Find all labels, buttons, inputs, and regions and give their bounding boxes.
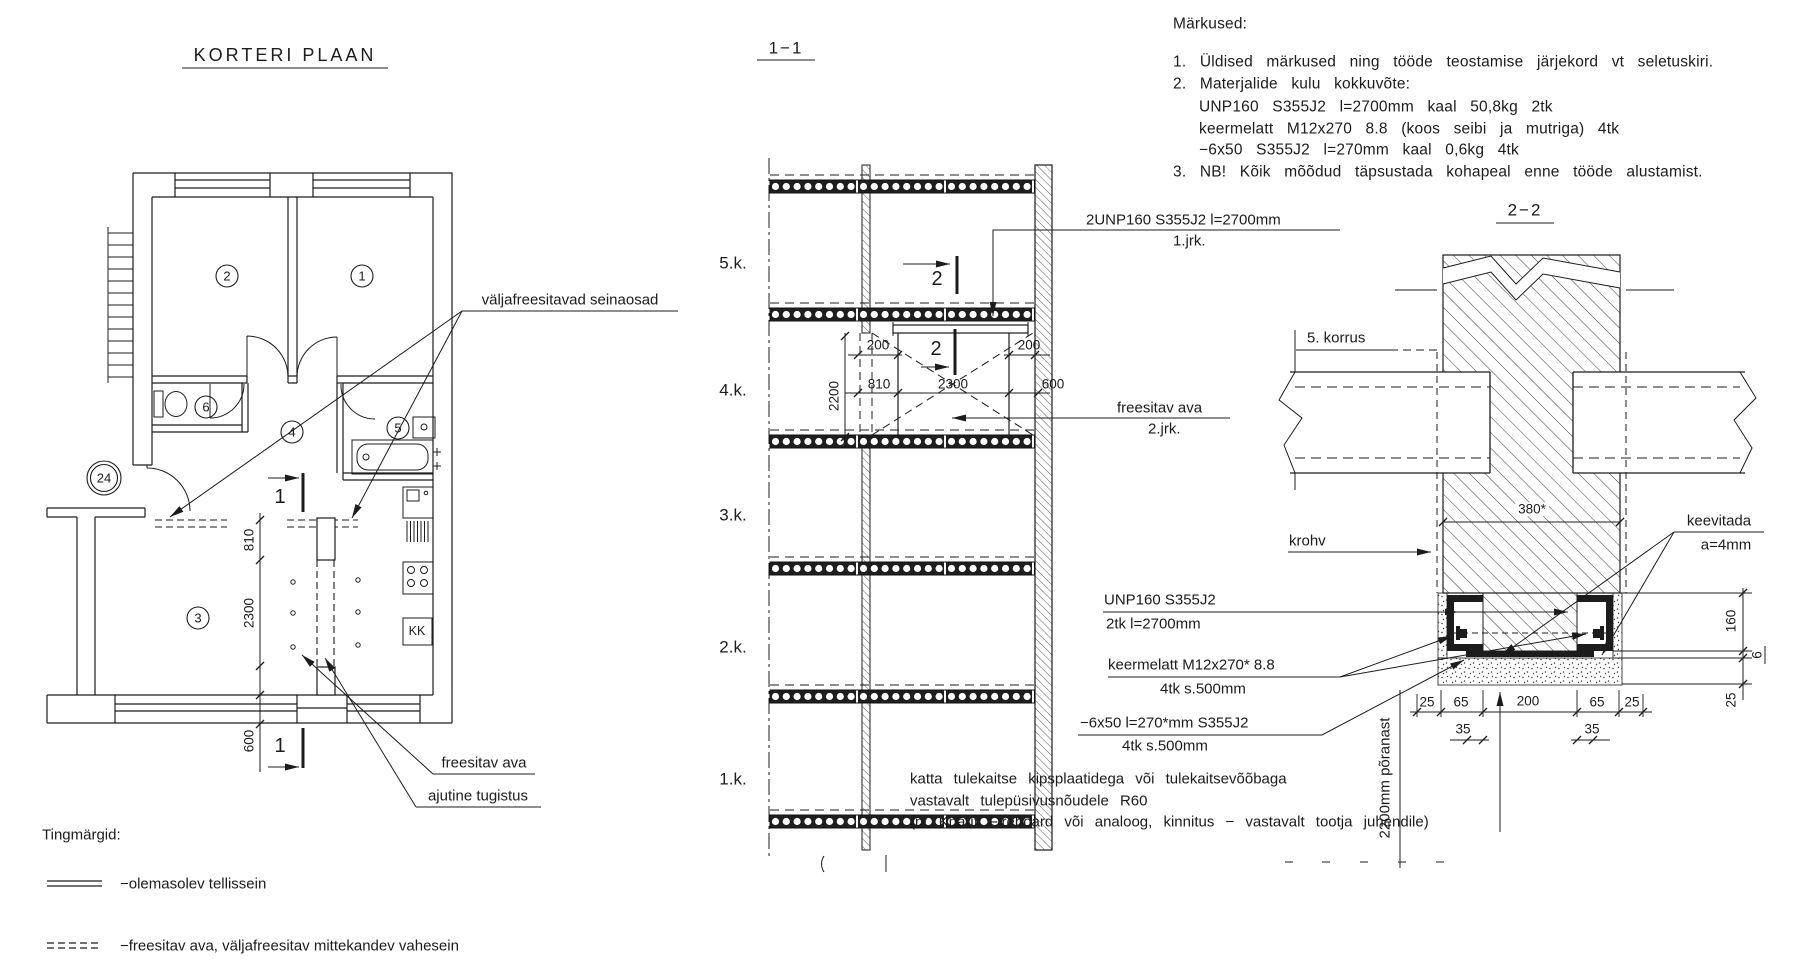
room-number-6: 6 bbox=[202, 399, 210, 415]
plan-linework bbox=[47, 68, 678, 948]
detail-dim-6: 6 bbox=[1749, 651, 1765, 659]
rod-callout-1: keermelatt M12x270* 8.8 bbox=[1108, 656, 1275, 674]
kitchen-unit-label: KK bbox=[408, 623, 426, 638]
detail-dim-65-right: 65 bbox=[1589, 694, 1605, 710]
section-cut-mark-2-top: 2 bbox=[931, 268, 943, 290]
fire-protection-note-3: (nt Knauf Fireboard või analoog, kinnitus − vastavalt tootja juhendile) bbox=[910, 813, 1429, 831]
section-dim-2200: 2200 bbox=[826, 380, 842, 412]
room-number-5: 5 bbox=[394, 420, 402, 436]
plan-dim-2300: 2300 bbox=[241, 597, 257, 629]
weld-label-1: keevitada bbox=[1686, 512, 1752, 530]
level-label: 5. korrus bbox=[1307, 329, 1366, 347]
unp-callout-2: 2tk l=2700mm bbox=[1106, 615, 1201, 633]
detail-dim-35-left: 35 bbox=[1455, 721, 1471, 737]
unp-callout-1: UNP160 S355J2 bbox=[1104, 591, 1216, 609]
section-dim-200-left: 200 bbox=[866, 337, 890, 353]
label-milled-wall-parts: väljafreesitavad seinaosad bbox=[481, 291, 659, 309]
floor-label-4k: 4.k. bbox=[719, 380, 747, 400]
notes-title: Märkused: bbox=[1173, 15, 1248, 33]
detail-dim-35-right: 35 bbox=[1584, 721, 1600, 737]
room-number-3: 3 bbox=[194, 610, 202, 626]
detail-dim-25-right: 25 bbox=[1624, 694, 1640, 710]
plan-dim-810: 810 bbox=[241, 528, 257, 552]
section-dim-2300: 2300 bbox=[937, 376, 969, 392]
detail-dim-65-left: 65 bbox=[1453, 694, 1469, 710]
note-2: 2. Materjalide kulu kokkuvõte: bbox=[1173, 75, 1411, 93]
apartment-number: 24 bbox=[96, 470, 112, 486]
opening-callout: freesitav ava bbox=[1117, 399, 1203, 417]
section-dim-600: 600 bbox=[1041, 376, 1065, 392]
legend-title: Tingmärgid: bbox=[42, 826, 121, 844]
floor-label-5k: 5.k. bbox=[719, 253, 747, 273]
section-cut-mark-2-bottom: 2 bbox=[930, 338, 942, 360]
section-title: 1−1 bbox=[768, 38, 804, 58]
detail-dim-200: 200 bbox=[1516, 693, 1540, 709]
detail-dim-380: 380* bbox=[1515, 502, 1549, 516]
room-number-4: 4 bbox=[288, 424, 296, 440]
note-2c: −6x50 S355J2 l=270mm kaal 0,6kg 4tk bbox=[1199, 141, 1519, 159]
floor-label-3k: 3.k. bbox=[719, 505, 747, 525]
section-dim-810: 810 bbox=[867, 376, 891, 392]
detail-dim-160: 160 bbox=[1723, 609, 1739, 633]
plate-callout-1: −6x50 l=270*mm S355J2 bbox=[1080, 714, 1249, 732]
detail-title: 2−2 bbox=[1507, 200, 1543, 220]
weld-label-2: a=4mm bbox=[1700, 536, 1752, 554]
beam-stage: 1.jrk. bbox=[1173, 232, 1206, 250]
plan-title: KORTERI PLAAN bbox=[193, 45, 377, 65]
room-number-1: 1 bbox=[358, 268, 366, 284]
floor-label-1k: 1.k. bbox=[719, 769, 747, 789]
detail-dim-25-left: 25 bbox=[1419, 694, 1435, 710]
note-2b: keermelatt M12x270 8.8 (koos seibi ja mutriga) 4tk bbox=[1199, 120, 1620, 138]
plan-cut-mark-1-top: 1 bbox=[274, 486, 286, 508]
height-from-floor-label: 2200mm põranast bbox=[1376, 717, 1394, 839]
room-number-2: 2 bbox=[223, 268, 231, 284]
rod-callout-2: 4tk s.500mm bbox=[1160, 680, 1246, 698]
fire-protection-note-1: katta tulekaitse kipsplaatidega või tulekaitsevõõbaga bbox=[910, 770, 1287, 788]
note-2a: UNP160 S355J2 l=2700mm kaal 50,8kg 2tk bbox=[1199, 98, 1553, 116]
note-3: 3. NB! Kõik mõõdud täpsustada kohapeal enne tööde alustamist. bbox=[1173, 163, 1703, 181]
plate-callout-2: 4tk s.500mm bbox=[1122, 737, 1208, 755]
legend-existing-wall: −olemasolev tellissein bbox=[120, 875, 267, 893]
floor-label-2k: 2.k. bbox=[719, 637, 747, 657]
note-1: 1. Üldised märkused ning tööde teostamise järjekord vt seletuskiri. bbox=[1173, 53, 1714, 71]
section-dim-200-right: 200 bbox=[1017, 337, 1041, 353]
detail-dim-25-vert: 25 bbox=[1723, 692, 1739, 708]
opening-stage: 2.jrk. bbox=[1148, 420, 1181, 438]
fire-protection-note-2: vastavalt tulepüsivusnõudele R60 bbox=[910, 792, 1148, 810]
label-temporary-support: ajutine tugistus bbox=[427, 787, 529, 805]
plan-dim-600: 600 bbox=[241, 729, 257, 753]
plan-cut-mark-1-bottom: 1 bbox=[274, 735, 286, 757]
label-milled-opening-plan: freesitav ava bbox=[441, 754, 527, 772]
plaster-label: krohv bbox=[1289, 532, 1326, 550]
legend-milled-wall: −freesitav ava, väljafreesitav mittekandev vahesein bbox=[120, 937, 459, 955]
beam-callout: 2UNP160 S355J2 l=2700mm bbox=[1086, 211, 1281, 229]
